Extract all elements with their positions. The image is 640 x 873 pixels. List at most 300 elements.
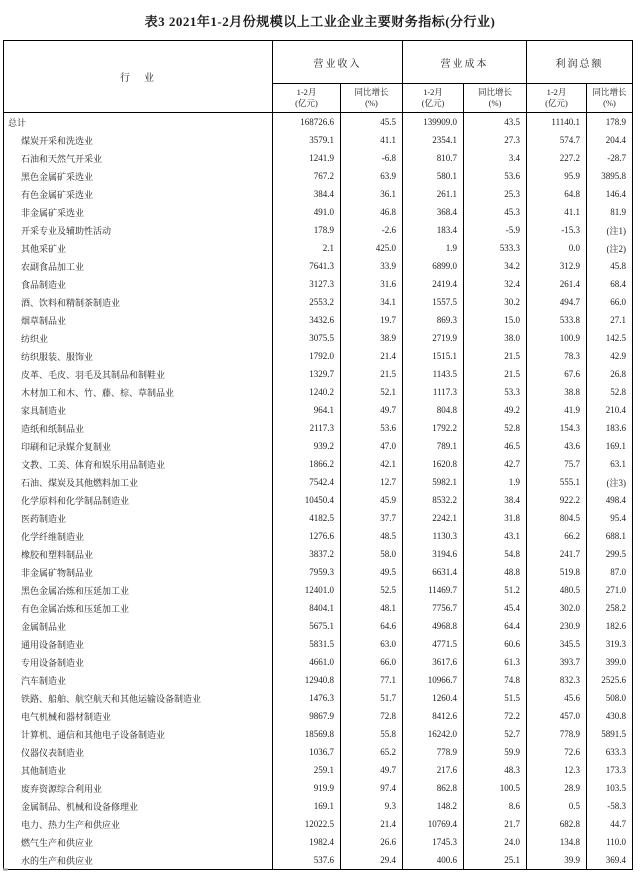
value-cell: 261.4 (527, 275, 587, 293)
value-cell: 100.9 (527, 329, 587, 347)
table-row (4, 851, 633, 870)
industry-name: 化学纤维制造业 (21, 531, 85, 542)
table-row (4, 257, 633, 275)
value-cell: 227.2 (527, 149, 587, 167)
table-row (4, 833, 633, 851)
table-row (4, 671, 633, 689)
value-cell: 217.6 (403, 761, 464, 779)
value-cell: 3895.8 (587, 167, 633, 185)
subheader-profit-growth: 同比增长 (%) (587, 84, 633, 113)
value-cell: 41.9 (527, 401, 587, 419)
industry-name: 非金属矿物制品业 (21, 567, 94, 578)
industry-name: 汽车制造业 (21, 675, 67, 686)
table-row (4, 761, 633, 779)
value-cell: 19.7 (341, 311, 403, 329)
value-cell: 261.1 (403, 185, 464, 203)
industry-name: 橡胶和塑料制品业 (21, 549, 94, 560)
industry-name: 酒、饮料和精制茶制造业 (21, 297, 121, 308)
value-cell: 1792.0 (273, 347, 341, 365)
value-cell: 810.7 (403, 149, 464, 167)
value-cell: 7756.7 (403, 599, 464, 617)
value-cell: 8.6 (464, 797, 527, 815)
value-cell: 72.2 (464, 707, 527, 725)
value-cell: 3194.6 (403, 545, 464, 563)
value-cell: 139909.0 (403, 113, 464, 132)
value-cell: 494.7 (527, 293, 587, 311)
value-cell: 0.5 (527, 797, 587, 815)
value-cell: 49.7 (341, 401, 403, 419)
value-cell: 6899.0 (403, 257, 464, 275)
table-row (4, 779, 633, 797)
value-cell: 302.0 (527, 599, 587, 617)
value-cell: 87.0 (587, 563, 633, 581)
value-cell: 767.2 (273, 167, 341, 185)
value-cell: 52.5 (341, 581, 403, 599)
subheader-cost-growth: 同比增长 (%) (464, 84, 527, 113)
value-cell: 4182.5 (273, 509, 341, 527)
table-row (4, 149, 633, 167)
value-cell: 258.2 (587, 599, 633, 617)
industry-name: 有色金属冶炼和压延加工业 (21, 603, 130, 614)
value-cell: 34.2 (464, 257, 527, 275)
value-cell: 1982.4 (273, 833, 341, 851)
value-cell: 12401.0 (273, 581, 341, 599)
value-cell: 42.1 (341, 455, 403, 473)
industry-name: 电力、热力生产和供应业 (21, 819, 121, 830)
value-cell: 134.8 (527, 833, 587, 851)
value-cell: 2525.6 (587, 671, 633, 689)
value-cell: 34.1 (341, 293, 403, 311)
table-row (4, 599, 633, 617)
industry-name: 家具制造业 (21, 405, 67, 416)
industry-name: 印刷和记录媒介复制业 (21, 441, 112, 452)
value-cell: 5831.5 (273, 635, 341, 653)
value-cell: 21.5 (341, 365, 403, 383)
value-cell: 169.1 (587, 437, 633, 455)
value-cell: 52.8 (464, 419, 527, 437)
value-cell: 36.1 (341, 185, 403, 203)
industry-name: 皮革、毛皮、羽毛及其制品和制鞋业 (21, 369, 166, 380)
industry-name: 通用设备制造业 (21, 639, 85, 650)
industry-name: 烟草制品业 (21, 315, 67, 326)
value-cell: 939.2 (273, 437, 341, 455)
table-row (4, 275, 633, 293)
value-cell: 66.0 (341, 653, 403, 671)
value-cell: 77.1 (341, 671, 403, 689)
industry-name: 废弃资源综合利用业 (21, 783, 103, 794)
table-row (4, 329, 633, 347)
value-cell: 1792.2 (403, 419, 464, 437)
table-row (4, 689, 633, 707)
value-cell: 1260.4 (403, 689, 464, 707)
industry-name: 医药制造业 (21, 513, 67, 524)
value-cell: 173.3 (587, 761, 633, 779)
value-cell: 241.7 (527, 545, 587, 563)
value-cell: 51.2 (464, 581, 527, 599)
value-cell: 8532.2 (403, 491, 464, 509)
value-cell: 67.6 (527, 365, 587, 383)
value-cell: 48.1 (341, 599, 403, 617)
table-row (4, 365, 633, 383)
value-cell: 48.3 (464, 761, 527, 779)
value-cell: -58.3 (587, 797, 633, 815)
industry-name: 开采专业及辅助性活动 (21, 225, 112, 236)
subheader-cost-amount: 1-2月 (亿元) (403, 84, 464, 113)
table-row (4, 815, 633, 833)
value-cell: 31.8 (464, 509, 527, 527)
value-cell: 682.8 (527, 815, 587, 833)
value-cell: 533.3 (464, 239, 527, 257)
industry-name: 木材加工和木、竹、藤、棕、草制品业 (21, 387, 175, 398)
industry-name: 造纸和纸制品业 (21, 423, 85, 434)
value-cell: 299.5 (587, 545, 633, 563)
industry-name: 非金属矿采选业 (21, 207, 85, 218)
industry-name: 有色金属矿采选业 (21, 189, 94, 200)
value-cell: 2354.1 (403, 131, 464, 149)
table-row (4, 347, 633, 365)
value-cell: 49.5 (341, 563, 403, 581)
value-cell: 4771.5 (403, 635, 464, 653)
column-group-operating-revenue: 营业收入 (273, 41, 403, 84)
table-row (4, 473, 633, 491)
value-cell: 25.1 (464, 851, 527, 870)
column-header-industry: 行 业 (4, 41, 273, 113)
table-row (4, 131, 633, 149)
value-cell: 78.3 (527, 347, 587, 365)
table-row (4, 509, 633, 527)
value-cell: 8412.6 (403, 707, 464, 725)
value-cell: 38.9 (341, 329, 403, 347)
value-cell: 21.4 (341, 815, 403, 833)
industry-name: 仪器仪表制造业 (21, 747, 85, 758)
value-cell: 480.5 (527, 581, 587, 599)
value-cell: 53.3 (464, 383, 527, 401)
table-row (4, 293, 633, 311)
value-cell: 183.4 (403, 221, 464, 239)
value-cell: 8404.1 (273, 599, 341, 617)
table-row (4, 617, 633, 635)
value-cell: 15.0 (464, 311, 527, 329)
value-cell: 919.9 (273, 779, 341, 797)
value-cell: 182.6 (587, 617, 633, 635)
value-cell: 39.9 (527, 851, 587, 870)
industry-name: 金属制品、机械和设备修理业 (21, 801, 139, 812)
industry-name: 食品制造业 (21, 279, 67, 290)
value-cell: 319.3 (587, 635, 633, 653)
value-cell: 204.4 (587, 131, 633, 149)
value-cell: 5891.5 (587, 725, 633, 743)
industry-name: 其他采矿业 (21, 243, 67, 254)
value-cell: 4661.0 (273, 653, 341, 671)
value-cell: 633.3 (587, 743, 633, 761)
value-cell: 32.4 (464, 275, 527, 293)
value-cell: 38.4 (464, 491, 527, 509)
value-cell: 345.5 (527, 635, 587, 653)
table-row (4, 419, 633, 437)
table-row (4, 401, 633, 419)
table-row (4, 437, 633, 455)
value-cell: 45.3 (464, 203, 527, 221)
industry-name: 专用设备制造业 (21, 657, 85, 668)
value-cell: 45.4 (464, 599, 527, 617)
value-cell: 230.9 (527, 617, 587, 635)
value-cell: 72.6 (527, 743, 587, 761)
value-cell: 29.4 (341, 851, 403, 870)
value-cell: 66.0 (587, 293, 633, 311)
value-cell: (注3) (587, 473, 633, 491)
value-cell: 1.9 (403, 239, 464, 257)
table-row (4, 563, 633, 581)
table-row (4, 545, 633, 563)
value-cell: 3.4 (464, 149, 527, 167)
value-cell: 41.1 (527, 203, 587, 221)
value-cell: 4968.8 (403, 617, 464, 635)
value-cell: 25.3 (464, 185, 527, 203)
value-cell: 49.2 (464, 401, 527, 419)
value-cell: 110.0 (587, 833, 633, 851)
value-cell: 400.6 (403, 851, 464, 870)
column-group-total-profit: 利润总额 (527, 41, 633, 84)
industry-name: 黑色金属矿采选业 (21, 171, 94, 182)
value-cell: 1866.2 (273, 455, 341, 473)
value-cell: 59.9 (464, 743, 527, 761)
value-cell: 95.9 (527, 167, 587, 185)
value-cell: 9.3 (341, 797, 403, 815)
value-cell: 832.3 (527, 671, 587, 689)
value-cell: 100.5 (464, 779, 527, 797)
value-cell: 45.5 (341, 113, 403, 132)
industry-name: 水的生产和供应业 (21, 855, 94, 866)
value-cell: 183.6 (587, 419, 633, 437)
value-cell: 11140.1 (527, 113, 587, 132)
value-cell: 65.2 (341, 743, 403, 761)
value-cell: 42.9 (587, 347, 633, 365)
value-cell: 3579.1 (273, 131, 341, 149)
value-cell: 26.8 (587, 365, 633, 383)
value-cell: 1620.8 (403, 455, 464, 473)
value-cell: 66.2 (527, 527, 587, 545)
table-row (4, 239, 633, 257)
table-row (4, 725, 633, 743)
value-cell: 169.1 (273, 797, 341, 815)
industry-name: 农副食品加工业 (21, 261, 85, 272)
value-cell: 1276.6 (273, 527, 341, 545)
value-cell: 3127.3 (273, 275, 341, 293)
value-cell: 1240.2 (273, 383, 341, 401)
table-row (4, 221, 633, 239)
value-cell: 2553.2 (273, 293, 341, 311)
value-cell: 0.0 (527, 239, 587, 257)
value-cell: 55.8 (341, 725, 403, 743)
value-cell: 457.0 (527, 707, 587, 725)
value-cell: 5675.1 (273, 617, 341, 635)
table-row (4, 635, 633, 653)
value-cell: 869.3 (403, 311, 464, 329)
value-cell: 64.4 (464, 617, 527, 635)
value-cell: 10769.4 (403, 815, 464, 833)
value-cell: 3432.6 (273, 311, 341, 329)
value-cell: 10450.4 (273, 491, 341, 509)
value-cell: 178.9 (587, 113, 633, 132)
value-cell: 24.0 (464, 833, 527, 851)
value-cell: 778.9 (403, 743, 464, 761)
industry-name: 总计 (8, 117, 27, 128)
value-cell: 1515.1 (403, 347, 464, 365)
value-cell: 38.0 (464, 329, 527, 347)
value-cell: 384.4 (273, 185, 341, 203)
value-cell: 45.8 (587, 257, 633, 275)
value-cell: 81.9 (587, 203, 633, 221)
value-cell: (注2) (587, 239, 633, 257)
value-cell: 11469.7 (403, 581, 464, 599)
value-cell: 97.4 (341, 779, 403, 797)
table-row (4, 527, 633, 545)
value-cell: -6.8 (341, 149, 403, 167)
value-cell: -15.3 (527, 221, 587, 239)
value-cell: 44.7 (587, 815, 633, 833)
value-cell: 789.1 (403, 437, 464, 455)
value-cell: 52.8 (587, 383, 633, 401)
value-cell: 12940.8 (273, 671, 341, 689)
value-cell: 27.3 (464, 131, 527, 149)
industry-name: 纺织业 (21, 333, 49, 344)
value-cell: 43.6 (527, 437, 587, 455)
industry-name: 煤炭开采和洗选业 (21, 135, 94, 146)
financial-indicators-table (3, 40, 633, 870)
industry-name: 电气机械和器材制造业 (21, 711, 112, 722)
value-cell: 2242.1 (403, 509, 464, 527)
value-cell: 12022.5 (273, 815, 341, 833)
value-cell: 804.8 (403, 401, 464, 419)
industry-name: 黑色金属冶炼和压延加工业 (21, 585, 130, 596)
value-cell: 63.9 (341, 167, 403, 185)
table-row (4, 797, 633, 815)
value-cell: 74.8 (464, 671, 527, 689)
value-cell: 46.8 (341, 203, 403, 221)
value-cell: 1117.3 (403, 383, 464, 401)
industry-name: 纺织服装、服饰业 (21, 351, 94, 362)
table-row (4, 383, 633, 401)
value-cell: 53.6 (341, 419, 403, 437)
table-row (4, 653, 633, 671)
value-cell: 498.4 (587, 491, 633, 509)
value-cell: 425.0 (341, 239, 403, 257)
value-cell: 922.2 (527, 491, 587, 509)
value-cell: 1476.3 (273, 689, 341, 707)
industry-name: 燃气生产和供应业 (21, 837, 94, 848)
value-cell: 9867.9 (273, 707, 341, 725)
value-cell: 12.3 (527, 761, 587, 779)
value-cell: 48.8 (464, 563, 527, 581)
value-cell: 491.0 (273, 203, 341, 221)
page-title: 表3 2021年1-2月份规模以上工业企业主要财务指标(分行业) (144, 14, 496, 29)
industry-name: 计算机、通信和其他电子设备制造业 (21, 729, 166, 740)
scan-artifact (3, 868, 8, 871)
value-cell: 64.8 (527, 185, 587, 203)
subheader-revenue-growth: 同比增长 (%) (341, 84, 403, 113)
value-cell: 27.1 (587, 311, 633, 329)
value-cell: 210.4 (587, 401, 633, 419)
value-cell: 47.0 (341, 437, 403, 455)
value-cell: 41.1 (341, 131, 403, 149)
value-cell: 46.5 (464, 437, 527, 455)
value-cell: 1241.9 (273, 149, 341, 167)
table-row (4, 743, 633, 761)
value-cell: 537.6 (273, 851, 341, 870)
value-cell: 52.7 (464, 725, 527, 743)
value-cell: 54.8 (464, 545, 527, 563)
value-cell: 1130.3 (403, 527, 464, 545)
value-cell: 26.6 (341, 833, 403, 851)
value-cell: 369.4 (587, 851, 633, 870)
value-cell: 51.5 (464, 689, 527, 707)
table-body (4, 113, 633, 870)
value-cell: 259.1 (273, 761, 341, 779)
value-cell: 168726.6 (273, 113, 341, 132)
value-cell: 60.6 (464, 635, 527, 653)
value-cell: 399.0 (587, 653, 633, 671)
value-cell: 33.9 (341, 257, 403, 275)
table-row (4, 203, 633, 221)
table-row (4, 311, 633, 329)
value-cell: 42.7 (464, 455, 527, 473)
table-row (4, 167, 633, 185)
value-cell: 49.7 (341, 761, 403, 779)
value-cell: -5.9 (464, 221, 527, 239)
value-cell: 368.4 (403, 203, 464, 221)
value-cell: 45.9 (341, 491, 403, 509)
value-cell: 555.1 (527, 473, 587, 491)
value-cell: 3617.6 (403, 653, 464, 671)
value-cell: 146.4 (587, 185, 633, 203)
value-cell: 312.9 (527, 257, 587, 275)
value-cell: 58.0 (341, 545, 403, 563)
value-cell: 52.1 (341, 383, 403, 401)
value-cell: 271.0 (587, 581, 633, 599)
value-cell: 21.5 (464, 347, 527, 365)
value-cell: 804.5 (527, 509, 587, 527)
value-cell: 6631.4 (403, 563, 464, 581)
value-cell: 16242.0 (403, 725, 464, 743)
value-cell: 508.0 (587, 689, 633, 707)
value-cell: 64.6 (341, 617, 403, 635)
subheader-revenue-amount: 1-2月 (亿元) (273, 84, 341, 113)
value-cell: 393.7 (527, 653, 587, 671)
value-cell: 48.5 (341, 527, 403, 545)
value-cell: 30.2 (464, 293, 527, 311)
industry-name: 其他制造业 (21, 765, 67, 776)
value-cell: 103.5 (587, 779, 633, 797)
value-cell: 2419.4 (403, 275, 464, 293)
value-cell: 1557.5 (403, 293, 464, 311)
industry-name: 文教、工美、体育和娱乐用品制造业 (21, 459, 166, 470)
value-cell: 430.8 (587, 707, 633, 725)
value-cell: 519.8 (527, 563, 587, 581)
value-cell: 580.1 (403, 167, 464, 185)
table-row (4, 185, 633, 203)
value-cell: 148.2 (403, 797, 464, 815)
value-cell: 964.1 (273, 401, 341, 419)
table-row (4, 113, 633, 132)
value-cell: 43.5 (464, 113, 527, 132)
value-cell: 533.8 (527, 311, 587, 329)
value-cell: -2.6 (341, 221, 403, 239)
value-cell: 21.5 (464, 365, 527, 383)
value-cell: 3837.2 (273, 545, 341, 563)
value-cell: 12.7 (341, 473, 403, 491)
value-cell: 10966.7 (403, 671, 464, 689)
value-cell: 63.1 (587, 455, 633, 473)
